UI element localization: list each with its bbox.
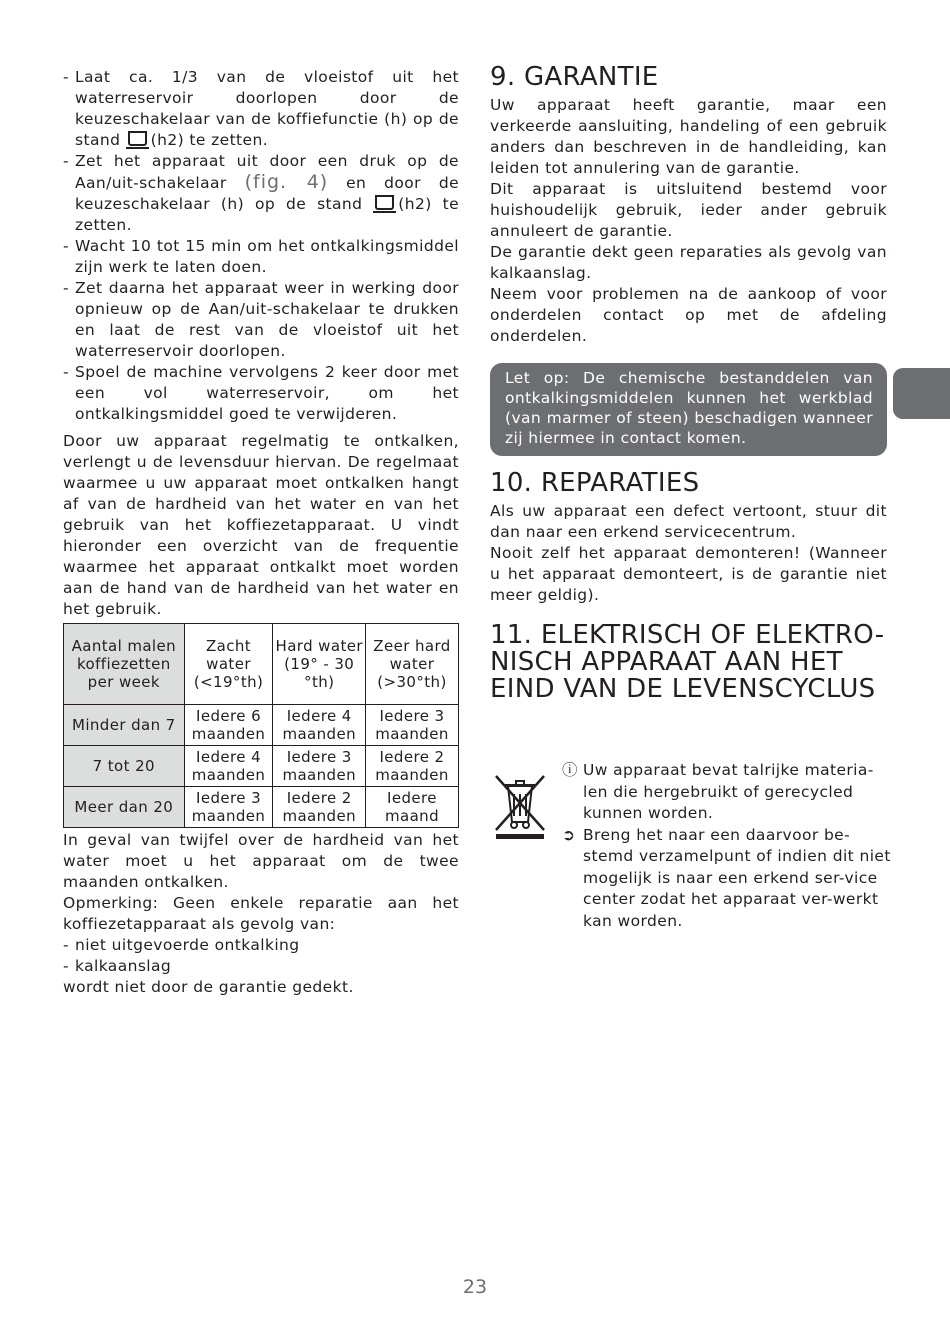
cup-icon	[375, 195, 394, 210]
list-item: ➲ Breng het naar een daarvoor be-stemd verzamelpunt of indien dit niet mogelijk is naar een erkend ser-vice center zodat het apparaat ver-werkt kan worden.	[562, 825, 891, 930]
list-item: - kalkaanslag	[63, 956, 459, 977]
list-item: - Wacht 10 tot 15 min om het ontkalkingsmiddel zijn werk te laten doen.	[63, 236, 459, 278]
doubt-paragraph: In geval van twijfel over de hardheid van het water moet u het apparaat om de twee maanden ontkalken.	[63, 831, 459, 891]
remark-end-paragraph: wordt niet door de garantie gedekt.	[63, 978, 354, 996]
table-cell: Iedere 2 maanden	[273, 787, 366, 828]
section-title-elektrisch: 11. ELEKTRISCH OF ELEKTRO- NISCH APPARAAT AAN HET EIND VAN DE LEVENSCYCLUS	[490, 620, 885, 704]
garantie-paragraph: Uw apparaat heeft garantie, maar een verkeerde aansluiting, handeling of een gebruik anders dan beschreven in de handleiding, kan leiden tot annulering van de garantie.	[490, 96, 887, 177]
table-row	[64, 787, 459, 828]
table-row	[64, 705, 459, 746]
language-tab	[893, 368, 950, 419]
section-title-reparaties: 10. REPARATIES	[490, 468, 700, 498]
table-cell: Iedere 2 maanden	[365, 746, 458, 787]
reparaties-paragraph: Als uw apparaat een defect vertoont, stuur dit dan naar een erkend servicecentrum.	[490, 502, 887, 541]
list-item: ⓘ Uw apparaat bevat talrijke materia-len die hergebruikt of gerecycled kunnen worden.	[562, 761, 874, 822]
descaling-steps	[63, 67, 459, 425]
list-item: - Zet het apparaat uit door een druk op de Aan/uit-schakelaar (fig. 4) en door de keuzeschakelaar (h) op de stand (h2) te zetten.	[63, 151, 459, 236]
garantie-paragraph: De garantie dekt geen reparaties als gevolg van kalkaanslag.	[490, 243, 887, 282]
figure-reference: (fig. 4)	[244, 171, 329, 193]
table-header-cell: Zacht water (<19°th)	[184, 624, 273, 705]
cup-icon	[128, 131, 147, 146]
list-item: - Laat ca. 1/3 van de vloeistof uit het waterreservoir doorlopen door de keuzeschakelaar van de koffiefunctie (h) op de stand (h2) te zetten.	[63, 67, 459, 151]
left-column	[63, 67, 459, 998]
table-cell: Iedere 4 maanden	[273, 705, 366, 746]
garantie-paragraph: Neem voor problemen na de aankoop of voor onderdelen contact op met de afdeling onderdelen.	[490, 285, 887, 345]
list-item: - Zet daarna het apparaat weer in werking door opnieuw op de Aan/uit-schakelaar te drukken en laat de rest van de vloeistof uit het waterreservoir doorlopen.	[63, 278, 459, 362]
table-cell: Iedere 3 maanden	[184, 787, 273, 828]
table-header-row	[64, 624, 459, 705]
table-cell: Minder dan 7	[64, 705, 185, 746]
table-header-cell: Hard water (19° - 30 °th)	[273, 624, 366, 705]
info-icon: ⓘ	[562, 761, 578, 779]
descaling-frequency-table	[63, 623, 459, 828]
remark-paragraph: Opmerking: Geen enkele reparatie aan het koffiezetapparaat als gevolg van:	[63, 894, 459, 933]
table-cell: Iedere maand	[365, 787, 458, 828]
disposal-instructions	[562, 760, 892, 932]
table-cell: Meer dan 20	[64, 787, 185, 828]
descaling-paragraph: Door uw apparaat regelmatig te ontkalken, verlengt u de levensduur hiervan. De regelmaat waarmee u uw apparaat moet ontkalken hangt af van de hardheid van het water en van het gebruik van het koffiezetapparaat. U vindt hieronder een overzicht van de frequentie waarmee het apparaat ontkalkt moet worden aan de hand van de hardheid van het water en het gebruik.	[63, 432, 459, 618]
table-row	[64, 746, 459, 787]
table-cell: Iedere 3 maanden	[365, 705, 458, 746]
right-column	[490, 64, 887, 703]
list-item: - Spoel de machine vervolgens 2 keer door met een vol waterreservoir, om het ontkalkingsmiddel goed te verwijderen.	[63, 362, 459, 425]
warning-note: Let op: De chemische bestanddelen van ontkalkingsmiddelen kunnen het werkblad (van marmer of steen) beschadigen wanneer zij hiermee in contact komen.	[490, 363, 887, 456]
page-number: 23	[462, 1276, 488, 1298]
garantie-paragraph: Dit apparaat is uitsluitend bestemd voor huishoudelijk gebruik, ieder ander gebruik annuleert de garantie.	[490, 180, 887, 240]
arrow-icon: ➲	[562, 825, 576, 844]
remark-list	[63, 935, 459, 977]
section-title-garantie: 9. GARANTIE	[490, 62, 659, 92]
list-item: - niet uitgevoerde ontkalking	[63, 935, 459, 956]
reparaties-paragraph: Nooit zelf het apparaat demonteren! (Wanneer u het apparaat demonteert, is de garantie niet meer geldig).	[490, 544, 887, 604]
table-header-cell: Aantal malen koffiezetten per week	[64, 624, 185, 705]
table-cell: 7 tot 20	[64, 746, 185, 787]
table-cell: Iedere 3 maanden	[273, 746, 366, 787]
weee-bin-icon	[492, 770, 548, 840]
table-header-cell: Zeer hard water (>30°th)	[365, 624, 458, 705]
table-cell: Iedere 4 maanden	[184, 746, 273, 787]
table-cell: Iedere 6 maanden	[184, 705, 273, 746]
